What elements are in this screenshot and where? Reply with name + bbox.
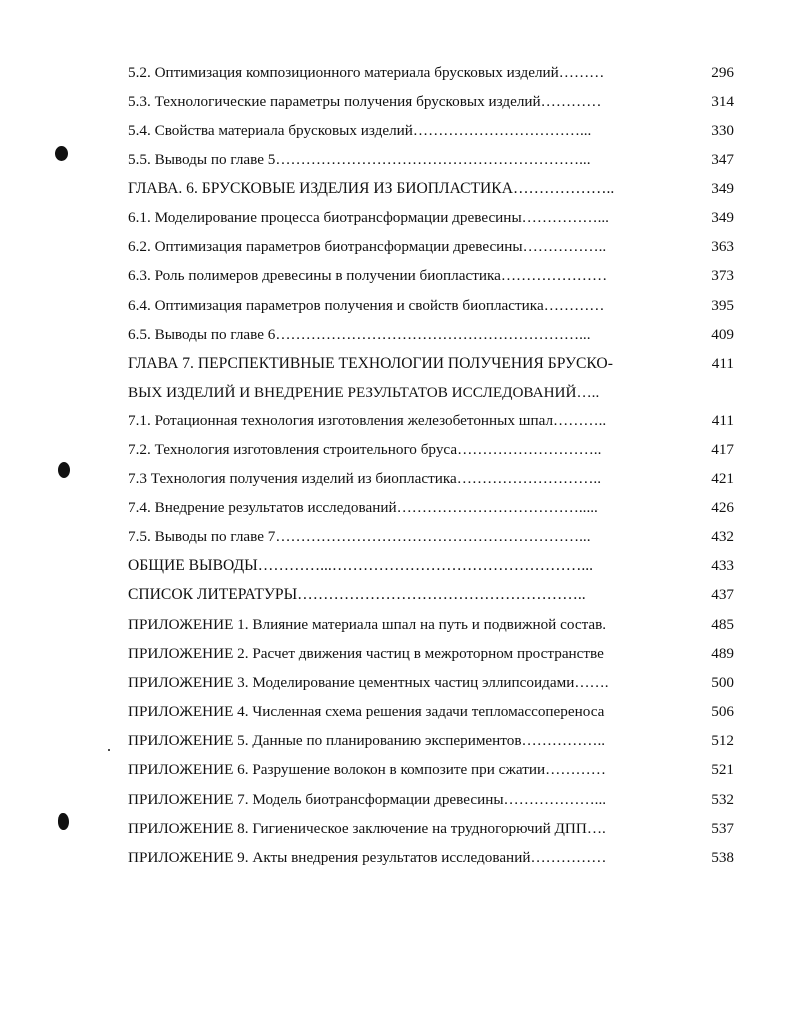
- toc-entry-chapter-6: [128, 179, 734, 199]
- toc-entry-page: 314: [711, 93, 734, 110]
- toc-entry-title: ОБЩИЕ ВЫВОДЫ…………...…………………………………………...: [128, 557, 594, 574]
- toc-entry-title: 7.2. Технология изготовления строительного бруса………………………..: [128, 441, 602, 458]
- punch-hole-mark: [58, 813, 69, 830]
- toc-entry-title: 6.4. Оптимизация параметров получения и свойств биопластика…………: [128, 297, 605, 314]
- toc-entry-title: ГЛАВА 7. ПЕРСПЕКТИВНЫЕ ТЕХНОЛОГИИ ПОЛУЧЕНИЯ БРУСКО-: [128, 355, 613, 372]
- toc-entry-page: 411: [711, 355, 734, 372]
- toc-entry-6-1: [128, 208, 734, 228]
- toc-entry-title: СПИСОК ЛИТЕРАТУРЫ………………………………………………..: [128, 586, 586, 603]
- toc-entry-5-4: [128, 121, 734, 141]
- toc-entry-page: 532: [711, 791, 734, 808]
- toc-entry-title: ПРИЛОЖЕНИЕ 9. Акты внедрения результатов исследований……………: [128, 849, 607, 866]
- toc-entry-7-3: [128, 469, 734, 489]
- toc-entry-title: ПРИЛОЖЕНИЕ 6. Разрушение волокон в композите при сжатии…………: [128, 761, 606, 778]
- toc-entry-page: 349: [711, 180, 734, 197]
- toc-entry-title: ПРИЛОЖЕНИЕ 5. Данные по планированию экспериментов……………..: [128, 732, 606, 749]
- toc-entry-5-2: [128, 63, 734, 83]
- toc-entry-page: 433: [711, 557, 734, 574]
- toc-entry-page: 363: [711, 238, 734, 255]
- toc-entry-title: 5.4. Свойства материала брусковых изделий……………………………...: [128, 122, 592, 139]
- toc-entry-title: 7.5. Выводы по главе 7……………………………………………………...: [128, 528, 591, 545]
- toc-entry-title: 6.3. Роль полимеров древесины в получении биопластика…………………: [128, 267, 608, 284]
- toc-entry-page: 432: [711, 528, 734, 545]
- toc-entry-page: 537: [711, 820, 734, 837]
- toc-entry-6-3: [128, 266, 734, 286]
- toc-entry-title: 7.3 Технология получения изделий из биопластика………………………..: [128, 470, 602, 487]
- toc-entry-page: 296: [711, 64, 734, 81]
- toc-entry-page: 426: [711, 499, 734, 516]
- toc-entry-page: 330: [711, 122, 734, 139]
- toc-entry-appendix-4: [128, 702, 734, 722]
- toc-entry-title: 7.4. Внедрение результатов исследований……………………………….....: [128, 499, 598, 516]
- toc-entry-page: 485: [711, 616, 734, 633]
- toc-entry-appendix-1: [128, 615, 734, 635]
- toc-entry-title: 5.3. Технологические параметры получения брусковых изделий…………: [128, 93, 602, 110]
- toc-entry-title: ПРИЛОЖЕНИЕ 7. Модель биотрансформации древесины………………...: [128, 791, 607, 808]
- toc-entry-page: 417: [711, 441, 734, 458]
- toc-entry-title: 5.2. Оптимизация композиционного материала брусковых изделий………: [128, 64, 605, 81]
- punch-hole-mark: [58, 462, 70, 478]
- toc-entry-6-4: [128, 296, 734, 316]
- toc-entry-title: 6.2. Оптимизация параметров биотрансформации древесины……………..: [128, 238, 607, 255]
- toc-entry-appendix-7: [128, 790, 734, 810]
- toc-entry-6-2: [128, 237, 734, 257]
- toc-entry-7-1: [128, 411, 734, 431]
- toc-entry-page: 506: [711, 703, 734, 720]
- toc-entry-page: 437: [711, 586, 734, 603]
- toc-entry-7-4: [128, 498, 734, 518]
- toc-entry-page: 521: [711, 761, 734, 778]
- toc-entry-references: [128, 585, 734, 605]
- toc-entry-6-5: [128, 325, 734, 345]
- toc-entry-appendix-5: [128, 731, 734, 751]
- toc-entry-page: 395: [711, 297, 734, 314]
- toc-entry-page: 373: [711, 267, 734, 284]
- toc-entry-appendix-9: [128, 848, 734, 868]
- toc-entry-appendix-8: [128, 819, 734, 839]
- toc-entry-page: 347: [711, 151, 734, 168]
- toc-entry-title: 7.1. Ротационная технология изготовления железобетонных шпал………..: [128, 412, 607, 429]
- toc-entry-page: 512: [711, 732, 734, 749]
- toc-entry-page: 349: [711, 209, 734, 226]
- toc-entry-title-continued: ВЫХ ИЗДЕЛИЙ И ВНЕДРЕНИЕ РЕЗУЛЬТАТОВ ИССЛЕДОВАНИЙ…..: [128, 384, 600, 401]
- toc-entry-7-5: [128, 527, 734, 547]
- toc-entry-title: 6.1. Моделирование процесса биотрансформации древесины……………...: [128, 209, 609, 226]
- punch-hole-mark: [55, 146, 68, 161]
- toc-entry-5-3: [128, 92, 734, 112]
- toc-entry-title: ГЛАВА. 6. БРУСКОВЫЕ ИЗДЕЛИЯ ИЗ БИОПЛАСТИКА………………..: [128, 180, 615, 197]
- toc-entry-page: 421: [711, 470, 734, 487]
- toc-entry-appendix-3: [128, 673, 734, 693]
- toc-entry-chapter-7: [128, 354, 734, 403]
- toc-entry-appendix-6: [128, 760, 734, 780]
- toc-entry-7-2: [128, 440, 734, 460]
- toc-entry-appendix-2: [128, 644, 734, 664]
- toc-entry-page: 411: [711, 412, 734, 429]
- toc-entry-title: ПРИЛОЖЕНИЕ 3. Моделирование цементных частиц эллипсоидами…….: [128, 674, 609, 691]
- toc-entry-title: ПРИЛОЖЕНИЕ 8. Гигиеническое заключение на трудногорючий ДПП….: [128, 820, 606, 837]
- toc-entry-page: 538: [711, 849, 734, 866]
- toc-entry-title: ПРИЛОЖЕНИЕ 1. Влияние материала шпал на путь и подвижной состав.: [128, 616, 607, 633]
- scan-speck: [108, 749, 110, 751]
- toc-entry-5-5: [128, 150, 734, 170]
- toc-entry-page: 489: [711, 645, 734, 662]
- toc-entry-title: 5.5. Выводы по главе 5……………………………………………………...: [128, 151, 591, 168]
- toc-entry-title: 6.5. Выводы по главе 6……………………………………………………...: [128, 326, 591, 343]
- toc-entry-title: ПРИЛОЖЕНИЕ 4. Численная схема решения задачи тепломассопереноса: [128, 703, 605, 720]
- toc-entry-title: ПРИЛОЖЕНИЕ 2. Расчет движения частиц в межроторном пространстве: [128, 645, 604, 662]
- toc-entry-conclusions: [128, 556, 734, 576]
- toc-entry-page: 500: [711, 674, 734, 691]
- toc-entry-page: 409: [711, 326, 734, 343]
